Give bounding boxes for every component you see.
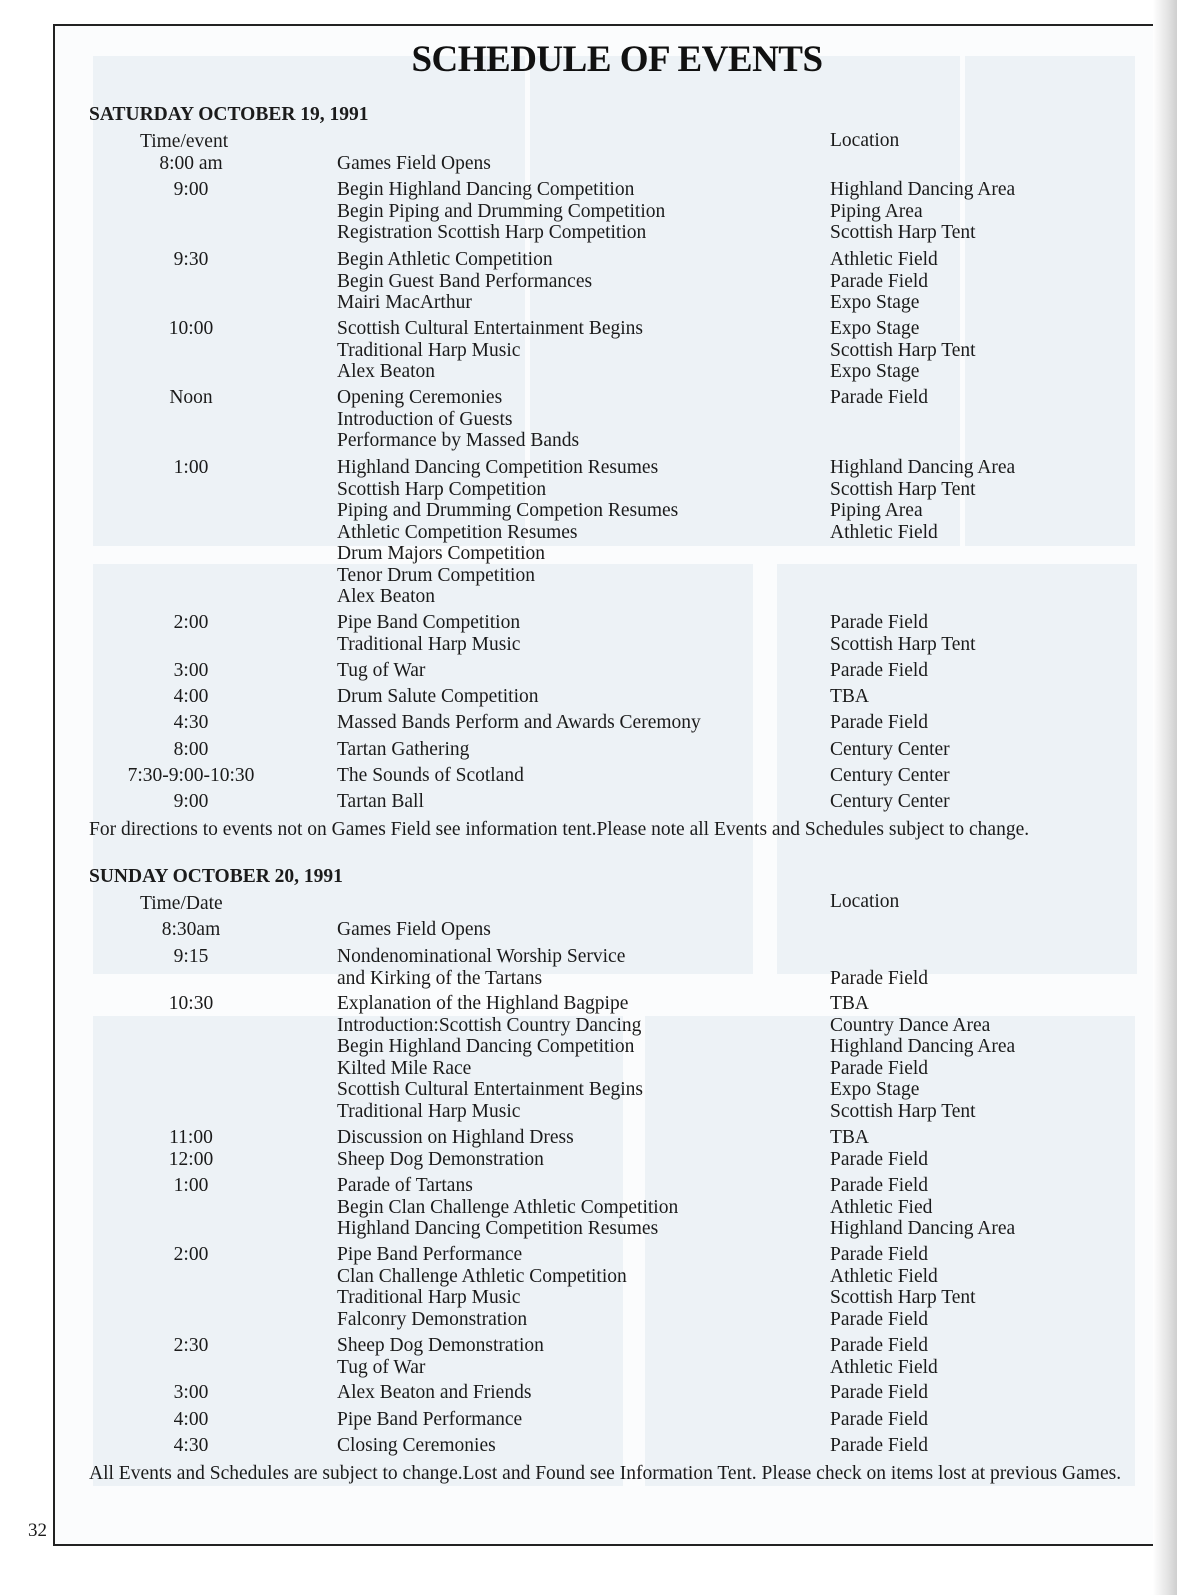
event-list — [337, 1335, 544, 1378]
event-list — [337, 993, 643, 1122]
event-name: Tenor Drum Competition — [337, 564, 535, 586]
event-location: Century Center — [830, 791, 950, 812]
saturday-heading: SATURDAY OCTOBER 19, 1991 — [89, 104, 369, 125]
page-title: SCHEDULE OF EVENTS — [411, 39, 823, 80]
event-location: Parade Field — [830, 1409, 929, 1430]
footnote-block — [89, 819, 1029, 841]
event-time: Noon — [169, 387, 213, 408]
event-list — [337, 1435, 496, 1457]
event-name: Traditional Harp Music — [337, 1287, 521, 1308]
event-location: Athletic Field — [830, 1265, 938, 1287]
event-location: Scottish Harp Tent — [830, 1287, 976, 1308]
event-name: Pipe Band Competition — [337, 612, 521, 633]
event-name: and Kirking of the Tartans — [337, 967, 543, 989]
event-name: Massed Bands Perform and Awards Ceremony — [337, 712, 701, 733]
footnote: All Events and Schedules are subject to change. — [89, 1463, 463, 1484]
event-list — [337, 457, 678, 608]
location-list — [830, 660, 928, 682]
event-name: Pipe Band Performance — [337, 1409, 523, 1430]
event-name: Tug of War — [337, 1356, 426, 1378]
event-time: 2:30 — [173, 1335, 209, 1356]
event-name: Opening Ceremonies — [337, 387, 503, 408]
event-location: Scottish Harp Tent — [830, 222, 976, 243]
event-location: Parade Field — [830, 270, 929, 292]
event-location: Scottish Harp Tent — [830, 1100, 976, 1122]
footnote: Lost and Found see Information Tent. Please check on items lost at previous Games. — [462, 1463, 1122, 1484]
event-name: Begin Piping and Drumming Competition — [337, 200, 666, 222]
event-name: Alex Beaton — [337, 586, 436, 607]
event-list — [337, 1127, 574, 1149]
event-location: Parade Field — [830, 1244, 929, 1265]
event-list — [337, 612, 520, 655]
event-location: Parade Field — [830, 1435, 929, 1456]
event-list — [337, 153, 491, 175]
event-name: Begin Clan Challenge Athletic Competition — [337, 1196, 679, 1218]
event-list — [337, 686, 538, 708]
location-list — [830, 1435, 928, 1457]
event-time: 9:15 — [173, 946, 209, 967]
event-location: TBA — [830, 1127, 869, 1148]
event-list — [337, 1149, 544, 1171]
event-name: Highland Dancing Competition Resumes — [337, 1218, 659, 1239]
event-time: 3:00 — [173, 660, 209, 681]
event-location: Parade Field — [830, 1308, 929, 1330]
event-name: Clan Challenge Athletic Competition — [337, 1265, 627, 1287]
saturday-location-header: Location — [830, 130, 900, 151]
event-location: Highland Dancing Area — [830, 179, 1016, 200]
event-name: Sheep Dog Demonstration — [337, 1335, 544, 1356]
location-list — [830, 946, 928, 989]
event-location: Parade Field — [830, 1149, 929, 1170]
page-number: 32 — [28, 1520, 47, 1541]
event-location: Piping Area — [830, 200, 923, 222]
event-name: Games Field Opens — [337, 153, 491, 174]
event-location: Country Dance Area — [830, 1014, 991, 1036]
location-list — [830, 993, 1015, 1122]
event-name: Alex Beaton and Friends — [337, 1382, 532, 1403]
event-location: Parade Field — [830, 660, 929, 681]
event-location: Athletic Field — [830, 521, 938, 543]
event-name: The Sounds of Scotland — [337, 765, 524, 786]
event-list — [337, 1382, 531, 1404]
event-name: Scottish Harp Competition — [337, 478, 547, 500]
event-location: Athletic Fied — [830, 1196, 933, 1218]
sunday-time-header: Time/Date — [140, 893, 223, 914]
location-list — [830, 457, 1015, 543]
event-time: 4:00 — [173, 1409, 209, 1430]
event-time: 9:30 — [173, 249, 209, 270]
event-time: 12:00 — [168, 1149, 214, 1170]
event-name: Registration Scottish Harp Competition — [337, 222, 647, 243]
event-location: Parade Field — [830, 712, 929, 733]
event-name: Games Field Opens — [337, 919, 491, 940]
event-list — [337, 1409, 522, 1431]
event-location: Century Center — [830, 739, 950, 760]
event-name: Athletic Competition Resumes — [337, 521, 578, 543]
event-location: Parade Field — [830, 612, 929, 633]
event-name: Begin Athletic Competition — [337, 249, 553, 270]
event-name: Sheep Dog Demonstration — [337, 1149, 544, 1170]
event-name: Explanation of the Highland Bagpipe — [337, 993, 629, 1014]
event-name: Introduction of Guests — [337, 408, 513, 430]
event-name: Scottish Cultural Entertainment Begins — [337, 1079, 644, 1100]
event-list — [337, 660, 425, 682]
event-location: Expo Stage — [830, 361, 920, 382]
event-location: TBA — [830, 686, 869, 707]
saturday-time-header: Time/event — [140, 131, 229, 152]
event-location: Expo Stage — [830, 318, 920, 339]
event-time: 4:00 — [173, 686, 209, 707]
location-list — [830, 1409, 928, 1431]
event-location: Parade Field — [830, 1175, 929, 1196]
event-time: 2:00 — [173, 612, 209, 633]
event-location: Parade Field — [830, 967, 929, 989]
event-time: 8:00 am — [159, 153, 223, 174]
event-location: Expo Stage — [830, 292, 920, 313]
event-list — [337, 712, 701, 734]
event-time: 7:30-9:00-10:30 — [127, 765, 255, 786]
event-time: 4:30 — [173, 1435, 209, 1456]
event-time: 3:00 — [173, 1382, 209, 1403]
event-time: 10:30 — [168, 993, 214, 1014]
event-name: Tug of War — [337, 660, 426, 681]
event-name: Introduction:Scottish Country Dancing — [337, 1014, 642, 1036]
event-location: TBA — [830, 993, 869, 1014]
event-name: Drum Salute Competition — [337, 686, 539, 707]
footnote: For directions to events not on Games Field see information tent. — [89, 819, 597, 840]
event-name: Traditional Harp Music — [337, 633, 521, 655]
event-list — [337, 249, 592, 314]
location-list — [830, 1127, 869, 1149]
event-name: Parade of Tartans — [337, 1175, 473, 1196]
sunday-location-header: Location — [830, 891, 900, 912]
event-name: Traditional Harp Music — [337, 339, 521, 361]
page-edge-shadow — [1153, 0, 1177, 1595]
footnote-block — [89, 1463, 1121, 1485]
event-location: Parade Field — [830, 1335, 929, 1356]
event-name: Falconry Demonstration — [337, 1308, 528, 1330]
event-location: Expo Stage — [830, 1079, 920, 1100]
location-list — [830, 1335, 938, 1378]
event-location: Highland Dancing Area — [830, 1036, 1016, 1057]
event-name: Begin Highland Dancing Competition — [337, 1036, 635, 1057]
event-time: 9:00 — [173, 179, 209, 200]
event-location: Parade Field — [830, 1057, 929, 1079]
event-location — [830, 946, 928, 968]
location-list — [830, 612, 976, 655]
event-location: Parade Field — [830, 387, 929, 408]
event-name: Performance by Massed Bands — [337, 430, 580, 451]
event-location: Scottish Harp Tent — [830, 633, 976, 655]
event-list — [337, 791, 424, 813]
event-location: Athletic Field — [830, 249, 938, 270]
event-time: 8:00 — [173, 739, 209, 760]
location-list — [830, 1244, 976, 1330]
event-location: Scottish Harp Tent — [830, 478, 976, 500]
location-list — [830, 739, 950, 761]
location-list — [830, 1382, 928, 1404]
event-name: Begin Guest Band Performances — [337, 270, 593, 292]
event-name: Tartan Gathering — [337, 739, 470, 760]
event-time: 10:00 — [168, 318, 214, 339]
event-name: Drum Majors Competition — [337, 543, 545, 564]
event-list — [337, 919, 491, 941]
event-name: Piping and Drumming Competion Resumes — [337, 500, 679, 521]
event-time: 11:00 — [169, 1127, 213, 1148]
event-name: Discussion on Highland Dress — [337, 1127, 574, 1148]
event-time: 1:00 — [173, 1175, 209, 1196]
event-name: Alex Beaton — [337, 361, 436, 382]
event-list — [337, 739, 469, 761]
event-time: 9:00 — [173, 791, 209, 812]
sunday-heading: SUNDAY OCTOBER 20, 1991 — [89, 866, 343, 887]
event-name: Scottish Cultural Entertainment Begins — [337, 318, 644, 339]
location-list — [830, 686, 869, 708]
event-name: Begin Highland Dancing Competition — [337, 179, 635, 200]
event-name: Mairi MacArthur — [337, 292, 472, 313]
event-name: Kilted Mile Race — [337, 1057, 472, 1079]
location-list — [830, 387, 928, 409]
event-time: 8:30am — [161, 919, 221, 940]
event-list — [337, 765, 524, 787]
event-location: Highland Dancing Area — [830, 1218, 1016, 1239]
event-location: Athletic Field — [830, 1356, 938, 1378]
location-list — [830, 765, 950, 787]
event-time: 1:00 — [173, 457, 209, 478]
event-list — [337, 318, 643, 383]
location-list — [830, 1175, 1015, 1240]
footnote: Please note all Events and Schedules subject to change. — [596, 819, 1030, 840]
location-list — [830, 249, 938, 314]
event-location: Scottish Harp Tent — [830, 339, 976, 361]
location-list — [830, 791, 950, 813]
event-name: Traditional Harp Music — [337, 1100, 521, 1122]
event-list — [337, 946, 625, 989]
location-list — [830, 1149, 928, 1171]
event-name: Closing Ceremonies — [337, 1435, 496, 1456]
event-list — [337, 1175, 678, 1240]
event-name: Tartan Ball — [337, 791, 424, 812]
event-name: Highland Dancing Competition Resumes — [337, 457, 659, 478]
event-time: 2:00 — [173, 1244, 209, 1265]
event-list — [337, 179, 665, 244]
event-time: 4:30 — [173, 712, 209, 733]
event-location: Highland Dancing Area — [830, 457, 1016, 478]
location-list — [830, 712, 928, 734]
event-location: Piping Area — [830, 500, 923, 521]
event-list — [337, 387, 579, 452]
event-name: Nondenominational Worship Service — [337, 946, 626, 967]
event-location: Parade Field — [830, 1382, 929, 1403]
event-list — [337, 1244, 627, 1330]
event-name: Pipe Band Performance — [337, 1244, 523, 1265]
event-location: Century Center — [830, 765, 950, 786]
location-list — [830, 179, 1015, 244]
location-list — [830, 318, 976, 383]
